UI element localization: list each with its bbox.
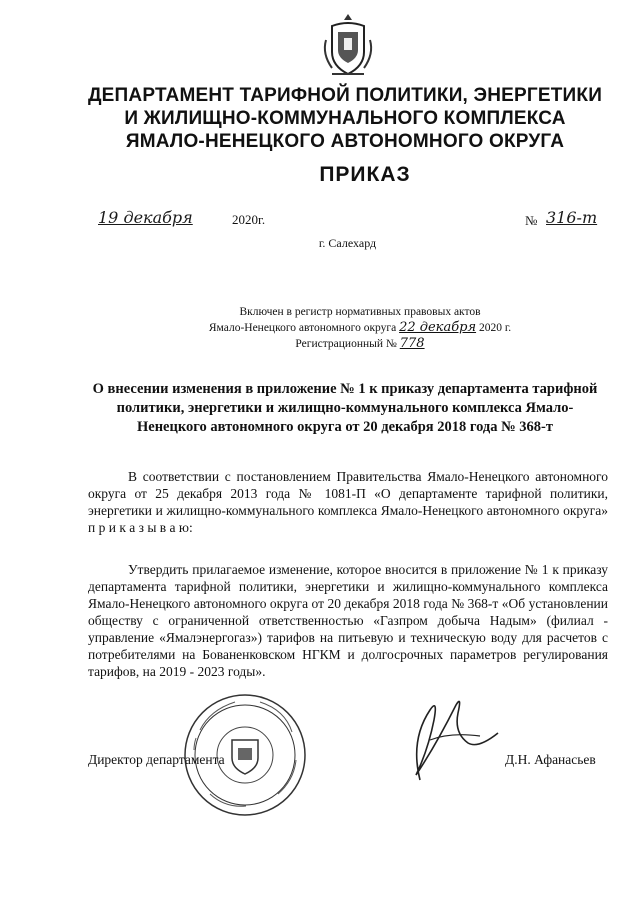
org-line-3: ЯМАЛО-НЕНЕЦКОГО АВТОНОМНОГО ОКРУГА <box>125 131 565 152</box>
org-line-1: ДЕПАРТАМЕНТ ТАРИФНОЙ ПОЛИТИКИ, ЭНЕРГЕТИКИ <box>87 85 603 106</box>
registration-year: 2020 г. <box>478 322 512 334</box>
body-paragraph-1: В соответствии с постановлением Правительства Ямало-Ненецкого автономного округа от 25 декабря 2013 года № 1081-П «О департаменте тарифной политики, энергетики и жилищно-коммунального комплекса Ямало-Ненецкого автономного округа» п р и к а з ы в а ю: <box>88 469 608 535</box>
signatory-name: Д.Н. Афанасьев <box>505 752 596 767</box>
handwritten-signature-icon <box>390 680 510 790</box>
date-year: 2020г. <box>232 212 266 227</box>
organization-name <box>60 84 630 153</box>
number-label: № <box>525 213 538 228</box>
number-handwritten: 316-т <box>546 208 598 227</box>
registration-line-3 <box>160 336 560 352</box>
org-line-2: И ЖИЛИЩНО-КОММУНАЛЬНОГО КОМПЛЕКСА <box>124 108 566 129</box>
registration-line-1: Включен в регистр нормативных правовых актов <box>239 306 481 318</box>
coat-of-arms-icon <box>318 10 378 80</box>
registration-number-label: Регистрационный № <box>295 338 397 350</box>
body-paragraph-2: Утвердить прилагаемое изменение, которое вносится в приложение № 1 к приказу департамента тарифной политики, энергетики и жилищно-коммунального комплекса Ямало-Ненецкого автономного округа от 20 декабря 2018 года № 368-т «Об установлении обществу с ограниченной ответственностью «Газпром добыча Надым» (филиал - управление «Ямалэнергогаз») тарифов на питьевую и техническую воду для расчетов с потребителями на Бованенковском НГКМ и долгосрочных параметров регулирования тарифов, на 2019 - 2023 годы». <box>88 562 608 679</box>
city: г. Салехард <box>318 236 377 250</box>
registration-region: Ямало-Ненецкого автономного округа <box>208 322 397 334</box>
registration-date-handwritten: 22 декабря <box>399 320 477 335</box>
registration-block <box>160 305 560 352</box>
registration-number-handwritten: 778 <box>399 336 425 351</box>
signatory-role: Директор департамента <box>88 752 225 767</box>
date-handwritten: 19 декабря <box>98 208 193 227</box>
document-subject: О внесении изменения в приложение № 1 к приказу департамента тарифной политики, энергетики и жилищно-коммунального комплекса Ямало-Ненецкого автономного округа от 20 декабря 2018 года № 368-т <box>92 381 598 435</box>
registration-line-2 <box>160 320 560 336</box>
document-type: ПРИКАЗ <box>319 163 411 186</box>
